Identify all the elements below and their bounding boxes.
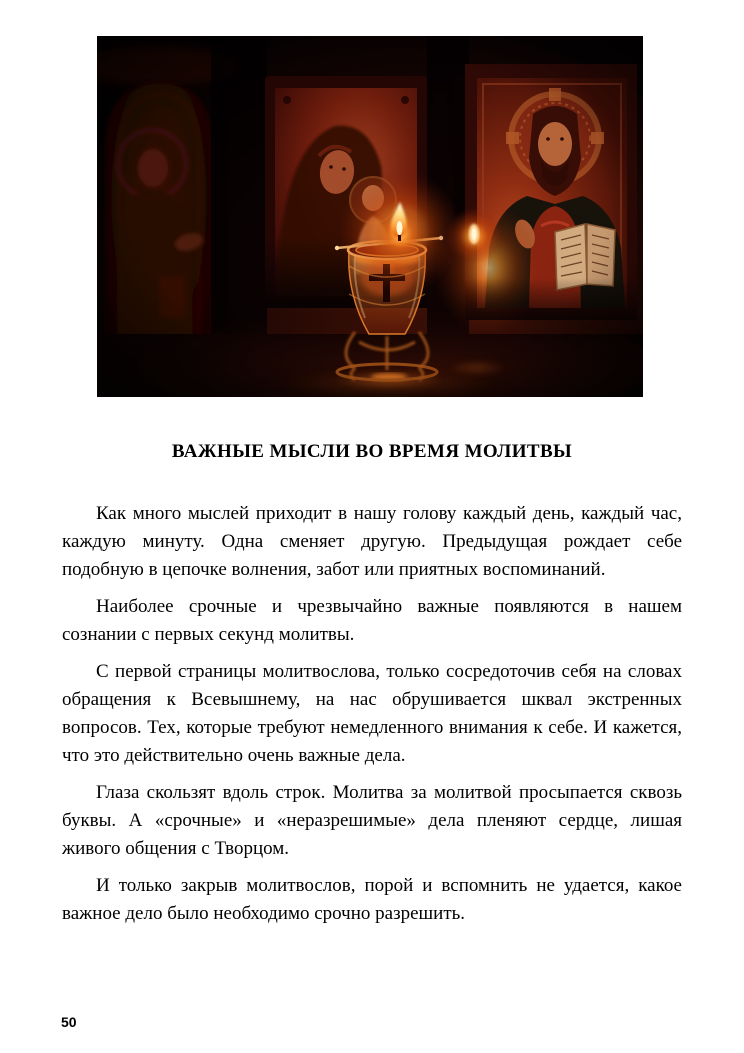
paragraph: С первой страницы молитвослова, только сосредоточив себя на словах обращения к Всевышнему, на нас обрушивается шквал экстренных вопросов. Тех, которые требуют немедленного внимания к себе. И кажется, что это действительно очень важные дела. bbox=[62, 661, 682, 766]
photo-lampada-and-icons bbox=[97, 36, 643, 397]
photo-illustration bbox=[97, 36, 643, 397]
page-number: 50 bbox=[61, 1014, 77, 1030]
paragraph: Как много мыслей приходит в нашу голову каждый день, каждый час, каждую минуту. Одна сменяет другую. Предыдущая рождает себе подобную в цепочке волнения, забот или приятных воспоминаний. bbox=[62, 503, 682, 580]
paragraph: Наиболее срочные и чрезвычайно важные появляются в нашем сознании с первых секунд молитвы. bbox=[62, 596, 682, 645]
body-text bbox=[62, 500, 682, 937]
paragraph: Глаза скользят вдоль строк. Молитва за молитвой просыпается сквозь буквы. А «срочные» и «неразрешимые» дела пленяют сердце, лишая живого общения с Творцом. bbox=[62, 782, 682, 859]
paragraph: И только закрыв молитвослов, порой и вспомнить не удается, какое важное дело было необходимо срочно разрешить. bbox=[62, 875, 682, 924]
chapter-heading: ВАЖНЫЕ МЫСЛИ ВО ВРЕМЯ МОЛИТВЫ bbox=[171, 441, 573, 462]
